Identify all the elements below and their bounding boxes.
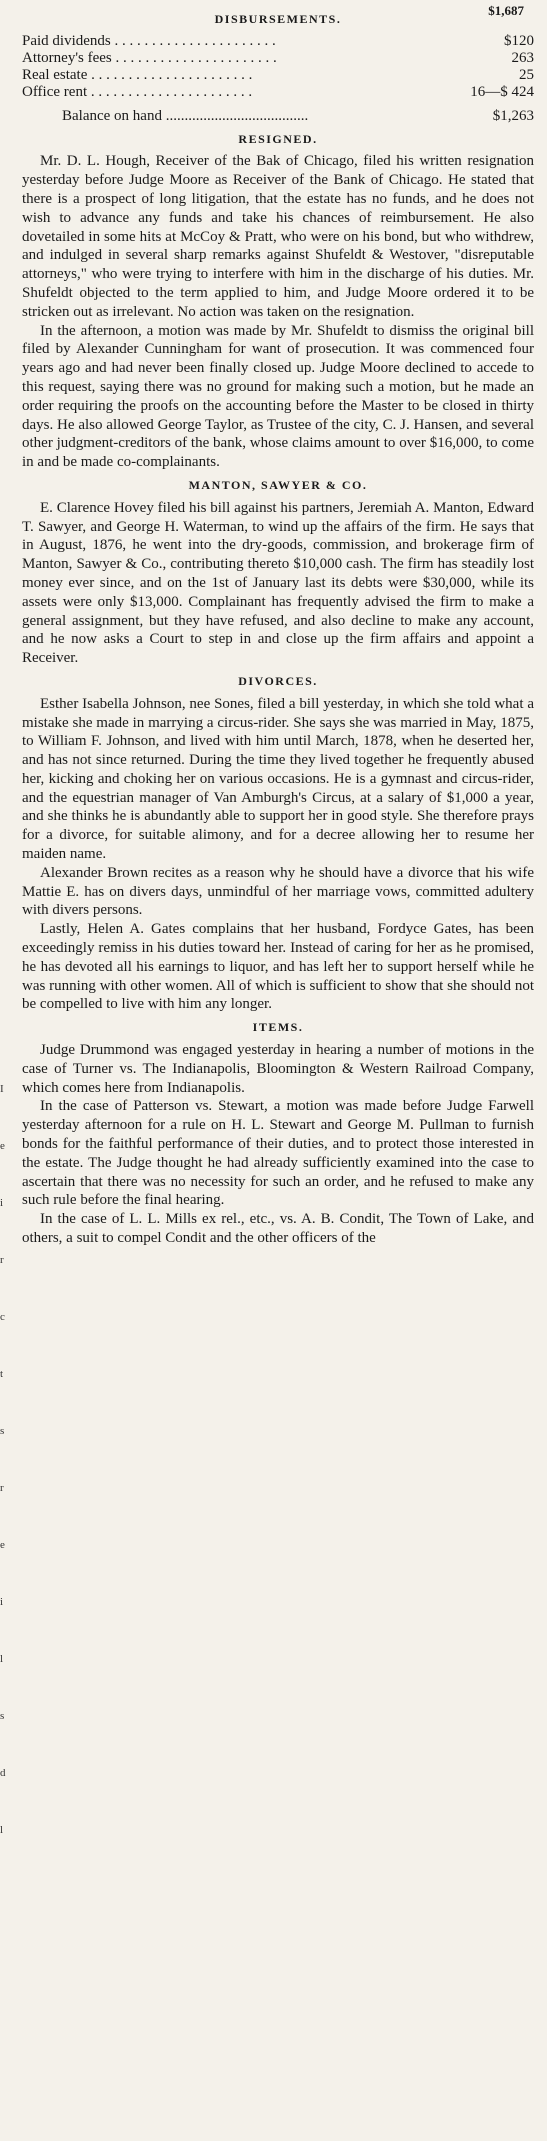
gutter-letter: s — [0, 1710, 5, 1722]
resigned-body — [22, 152, 534, 472]
items-section — [22, 1018, 534, 1248]
items-body — [22, 1041, 534, 1248]
article-paragraph: E. Clarence Hovey filed his bill against his partners, Jeremiah A. Manton, Edward T. Sawyer, and George H. Waterman, to wind up the affairs of the firm. He says that in August, 1876, he went into the dry-goods, commission, and brokerage firm of Manton, Sawyer & Co., contributing thereto $10,000 cash. The firm has steadily lost money ever since, and on the 1st of January last its debts were $30,000, while its assets were only $13,000. Complainant has frequently advised the firm to make a general assignment, but they have refused, and also decline to make any account, and he now asks a Court to step in and close up the firm affairs and appoint a Receiver. — [22, 499, 534, 667]
ledger-label: Real estate . . . . . . . . . . . . . . . . . . . . . . — [22, 66, 253, 83]
divorces-heading: DIVORCES. — [238, 673, 318, 688]
gutter-letter: e — [0, 1140, 5, 1152]
article-paragraph: In the case of Patterson vs. Stewart, a motion was made before Judge Farwell yesterday afternoon for a rule on H. L. Stewart and George M. Pullman to furnish bonds for the faithful performance of their duties, and to protect those interested in the estate. The Judge thought he had already sufficiently examined into the case to ascertain that there was no necessity for such an order, and he refused to make any such rule before the final hearing. — [22, 1098, 534, 1209]
ledger-row — [22, 50, 534, 67]
gutter-letter: t — [0, 1368, 4, 1380]
divorces-body — [22, 695, 534, 1015]
ledger-amount: 25 — [519, 66, 534, 83]
manton-heading: MANTON, SAWYER & CO. — [188, 477, 368, 492]
gutter-letter: l — [0, 1824, 4, 1836]
manton-section — [22, 476, 534, 668]
balance-amount: $1,263 — [492, 107, 534, 124]
ledger-row — [22, 67, 534, 84]
article-paragraph: In the case of L. L. Mills ex rel., etc., vs. A. B. Condit, The Town of Lake, and others, a suit to compel Condit and the other officers of the — [22, 1211, 534, 1247]
article-paragraph: In the afternoon, a motion was made by Mr. Shufeldt to dismiss the original bill filed by Alexander Cunningham for want of prosecution. It was commenced four years ago and had never been finally closed up. Judge Moore declined to accede to this request, saying there was no ground for making such a motion, but he made an order requiring the proofs on the accounting before the Master to be closed in thirty days. He also allowed George Taylor, as Trustee of the city, C. J. Hansen, and several other judgment-creditors of the bank, whose claims amount to over $16,000, to come in and be made co-complainants. — [22, 322, 534, 471]
items-heading: ITEMS. — [252, 1020, 304, 1035]
manton-body — [22, 499, 534, 668]
ledger-row — [22, 33, 534, 50]
gutter-letter: c — [0, 1311, 5, 1323]
gutter-letter: s — [0, 1425, 5, 1437]
resigned-heading: RESIGNED. — [238, 131, 318, 146]
ledger-row — [22, 84, 534, 101]
article-paragraph: Judge Drummond was engaged yesterday in hearing a number of motions in the case of Turner vs. The Indianapolis, Bloomington & Western Railroad Company, which comes here from Indianapolis. — [22, 1042, 534, 1096]
ledger-amount: 16—$ 424 — [470, 83, 534, 100]
article-paragraph: Alexander Brown recites as a reason why he should have a divorce that his wife Mattie E. has on divers days, unmindful of her marriage vows, committed adultery with divers persons. — [22, 864, 534, 919]
article-paragraph: Lastly, Helen A. Gates complains that her husband, Fordyce Gates, has been exceedingly remiss in his duties toward her. Instead of caring for her as he promised, he has devoted all his earnings to liquor, and has left her to support herself while he was running with other women. All of which is sufficient to show that she should not be compelled to live with him any longer. — [22, 921, 534, 1013]
divorces-section — [22, 672, 534, 1014]
left-margin-fragments — [0, 0, 14, 2141]
ledger-label: Paid dividends . . . . . . . . . . . . . . . . . . . . . . — [22, 32, 276, 49]
balance-row — [62, 107, 534, 126]
article-paragraph: Esther Isabella Johnson, nee Sones, filed a bill yesterday, in which she told what a mistake she made in marrying a circus-rider. She says she was married in May, 1875, to William F. Johnson, and lived with him until March, 1878, when he deserted her, and has not since returned. During the time they lived together he frequently abused her, kicking and choking her on various occasions. He is a gymnast and circus-rider, and the equestrian manager of Van Amburgh's Circus, at a salary of $1,000 a year, and she thinks he is abundantly able to support her in good style. She therefore prays for a divorce, for suitable alimony, and for a decree allowing her to resume her maiden name. — [22, 695, 534, 863]
resigned-section — [22, 130, 534, 472]
gutter-letter: e — [0, 1539, 5, 1551]
disbursements-section — [22, 10, 534, 126]
gutter-letter: r — [0, 1254, 4, 1266]
cut-off-total: $1,687 — [488, 3, 524, 18]
disbursements-table — [22, 33, 534, 101]
gutter-letter: d — [0, 1767, 6, 1779]
ledger-label: Attorney's fees . . . . . . . . . . . . . . . . . . . . . . — [22, 49, 277, 66]
gutter-letter: l — [0, 1653, 4, 1665]
gutter-letter: i — [0, 1596, 4, 1608]
balance-label: Balance on hand ...................................... — [62, 107, 309, 124]
ledger-label: Office rent . . . . . . . . . . . . . . . . . . . . . . — [22, 83, 253, 100]
gutter-letter: i — [0, 1197, 4, 1209]
gutter-letter: r — [0, 1482, 4, 1494]
article-column — [22, 3, 534, 1248]
disbursements-heading: DISBURSEMENTS. — [214, 12, 342, 26]
gutter-letter: I — [0, 1083, 4, 1095]
ledger-amount: $120 — [504, 32, 534, 49]
article-paragraph: Mr. D. L. Hough, Receiver of the Bak of Chicago, filed his written resignation yesterday before Judge Moore as Receiver of the Bank of Chicago. He stated that there is a prospect of long litigation, that the estate has no funds, and he does not wish to advance any funds and take his chances of reimbursement. He also dovetailed in some hits at McCoy & Pratt, who were on his bond, but who withdrew, and indulged in several sharp remarks against Shufeldt & Westover, "disreputable attorneys," who were trying to interfere with him in the discharge of his duties. Mr. Shufeldt objected to the term applied to him, and Judge Moore ordered it to be stricken out as irrelevant. No action was taken on the resignation. — [22, 153, 534, 320]
ledger-amount: 263 — [511, 49, 534, 66]
